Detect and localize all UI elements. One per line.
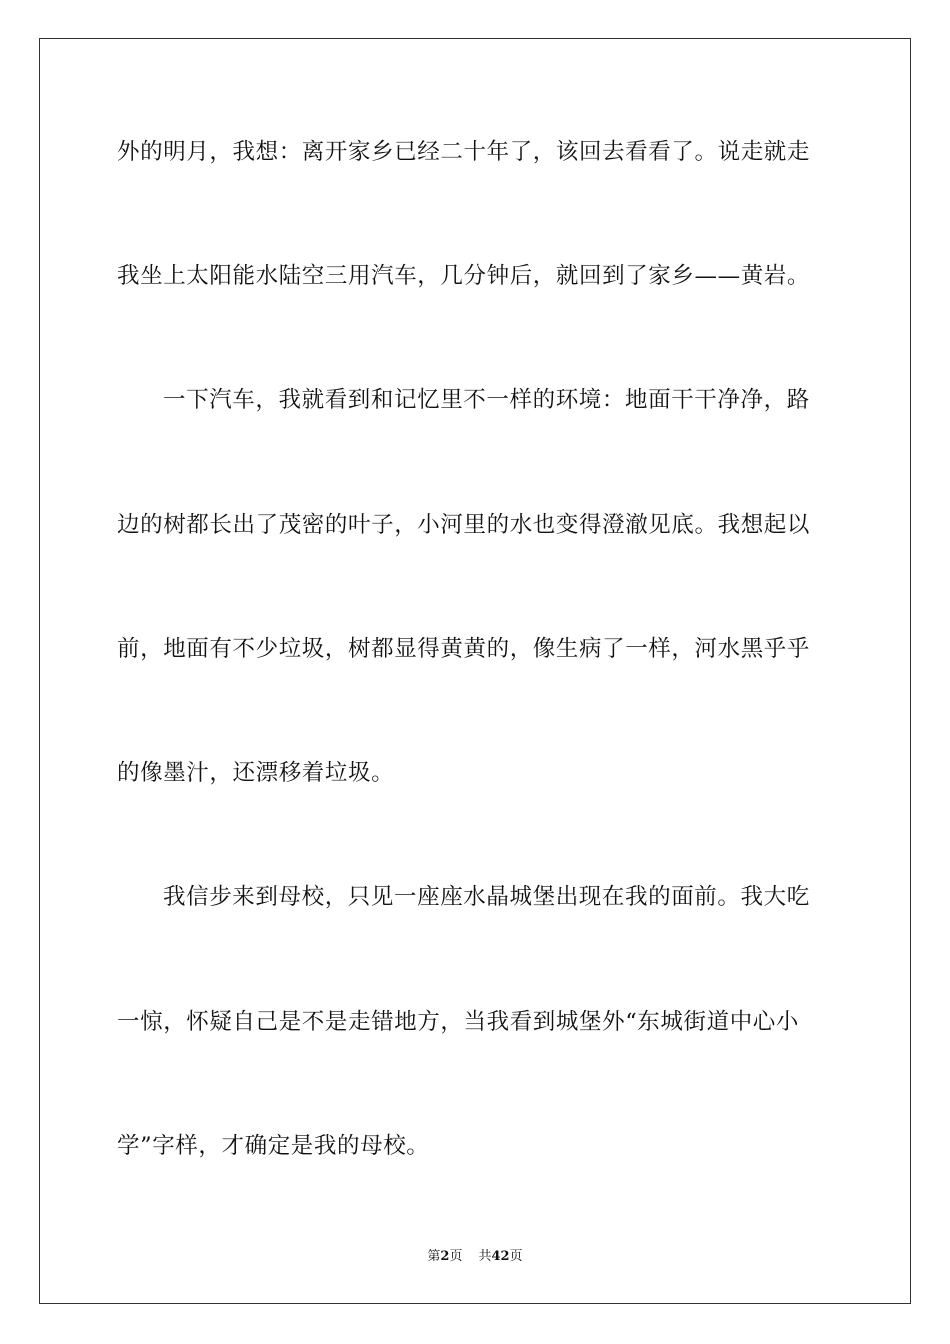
text-line-6: 的像墨汁，还漂移着垃圾。	[117, 760, 395, 786]
text-line-9: 学”字样，才确定是我的母校。	[117, 1133, 430, 1159]
page-footer	[0, 1248, 950, 1266]
text-line-2: 我坐上太阳能水陆空三用汽车，几分钟后，就回到了家乡——黄岩。	[117, 263, 811, 289]
page-suffix: 页	[449, 1249, 463, 1264]
text-line-8: 一惊，怀疑自己是不是走错地方，当我看到城堡外“东城街道中心小	[117, 1009, 800, 1035]
total-suffix: 页	[509, 1249, 523, 1264]
page-number: 2	[440, 1249, 450, 1264]
text-line-3: 一下汽车，我就看到和记忆里不一样的环境：地面干干净净，路	[163, 387, 810, 413]
text-line-1: 外的明月，我想：离开家乡已经二十年了，该回去看看了。说走就走	[117, 139, 811, 165]
total-pages: 42	[491, 1249, 510, 1264]
text-line-4: 边的树都长出了茂密的叶子，小河里的水也变得澄澈见底。我想起以	[117, 512, 811, 538]
total-prefix: 共	[478, 1249, 492, 1264]
page-frame	[39, 38, 911, 1304]
text-line-5: 前，地面有不少垃圾，树都显得黄黄的，像生病了一样，河水黑乎乎	[117, 636, 811, 662]
text-line-7: 我信步来到母校，只见一座座水晶城堡出现在我的面前。我大吃	[163, 884, 810, 910]
page-prefix: 第	[427, 1249, 441, 1264]
